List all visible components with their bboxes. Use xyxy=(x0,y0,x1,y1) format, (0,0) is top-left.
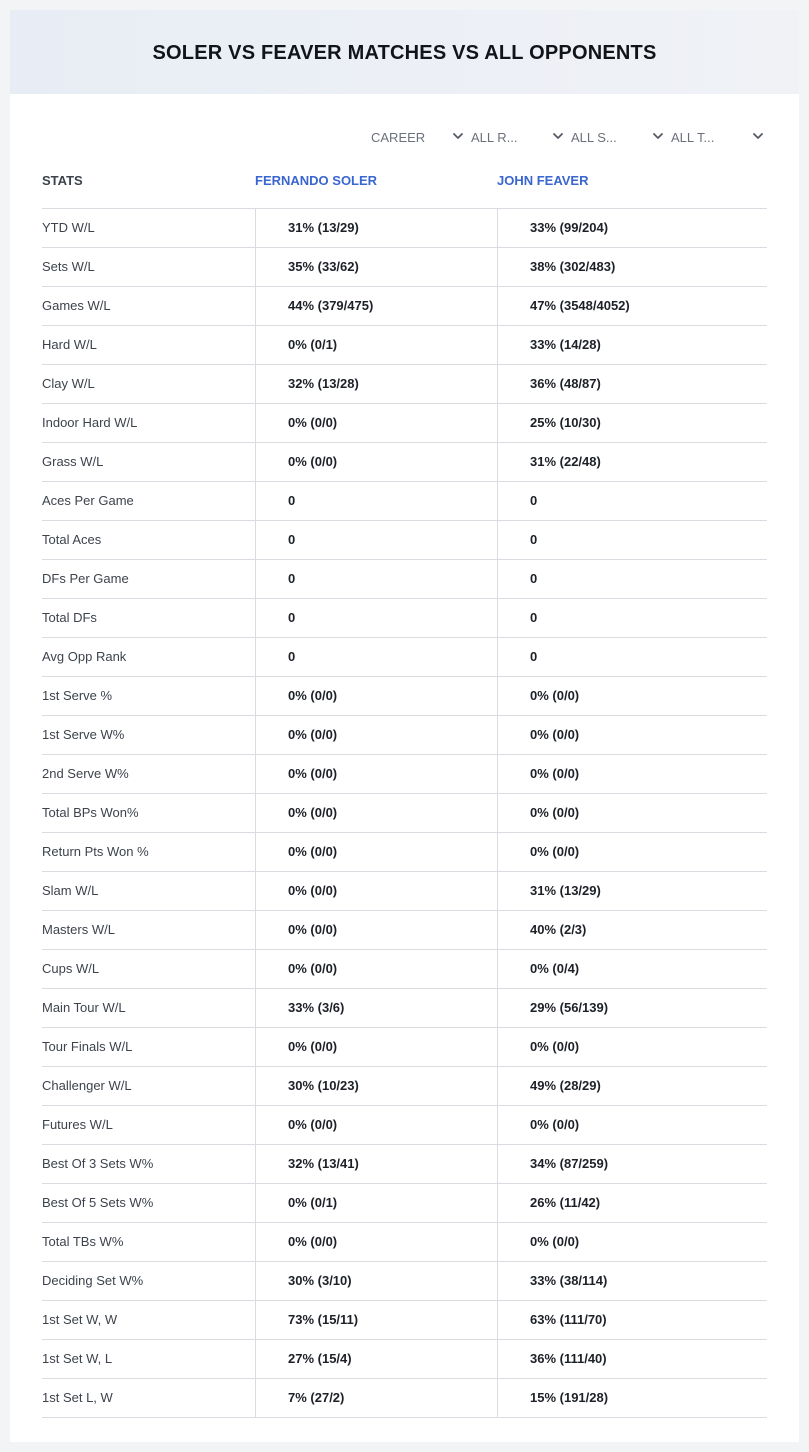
stat-label: Deciding Set W% xyxy=(42,1273,144,1288)
player2-value: 0% (0/0) xyxy=(497,755,767,793)
stat-label: 1st Set W, W xyxy=(42,1312,118,1327)
player2-value: 0% (0/0) xyxy=(497,833,767,871)
player2-value: 31% (22/48) xyxy=(497,443,767,481)
stat-label: Total BPs Won% xyxy=(42,805,139,820)
player1-value: 0 xyxy=(255,521,497,559)
stat-label: Sets W/L xyxy=(42,259,95,274)
table-row xyxy=(42,1301,767,1340)
player2-value: 0% (0/4) xyxy=(497,950,767,988)
table-row xyxy=(42,560,767,599)
player2-value: 29% (56/139) xyxy=(497,989,767,1027)
player1-value: 27% (15/4) xyxy=(255,1340,497,1378)
player2-value: 0% (0/0) xyxy=(497,1028,767,1066)
player1-value: 0% (0/0) xyxy=(255,1028,497,1066)
stats-card xyxy=(10,10,799,1442)
table-row xyxy=(42,404,767,443)
filter-label: ALL T... xyxy=(671,129,715,145)
table-row xyxy=(42,1028,767,1067)
stat-label: Games W/L xyxy=(42,298,111,313)
chevron-down-icon xyxy=(651,129,665,143)
table-row xyxy=(42,950,767,989)
filter-label: CAREER xyxy=(371,129,426,145)
table-row xyxy=(42,833,767,872)
player2-value: 38% (302/483) xyxy=(497,248,767,286)
stat-label: DFs Per Game xyxy=(42,571,129,586)
table-row xyxy=(42,287,767,326)
player1-value: 0% (0/0) xyxy=(255,443,497,481)
chevron-down-icon xyxy=(551,129,565,143)
player2-value: 0 xyxy=(497,521,767,559)
stats-table xyxy=(42,168,767,1418)
table-row xyxy=(42,1340,767,1379)
player2-value: 63% (111/70) xyxy=(497,1301,767,1339)
stat-label: 1st Serve % xyxy=(42,688,113,703)
table-row xyxy=(42,677,767,716)
table-row xyxy=(42,1262,767,1301)
player2-value: 0% (0/0) xyxy=(497,794,767,832)
stat-label: Total DFs xyxy=(42,610,97,625)
table-row xyxy=(42,599,767,638)
player2-value: 0% (0/0) xyxy=(497,716,767,754)
table-header xyxy=(42,168,767,209)
stat-label: Total Aces xyxy=(42,532,102,547)
table-row xyxy=(42,365,767,404)
player1-value: 7% (27/2) xyxy=(255,1379,497,1417)
player1-value: 0 xyxy=(255,638,497,676)
stats-column-header: STATS xyxy=(42,173,83,188)
player1-value: 0 xyxy=(255,482,497,520)
player2-value: 40% (2/3) xyxy=(497,911,767,949)
player1-value: 0% (0/0) xyxy=(255,716,497,754)
player1-value: 32% (13/28) xyxy=(255,365,497,403)
table-row xyxy=(42,482,767,521)
player2-value: 33% (14/28) xyxy=(497,326,767,364)
table-row xyxy=(42,755,767,794)
table-row xyxy=(42,911,767,950)
player1-value: 30% (10/23) xyxy=(255,1067,497,1105)
stat-label: Indoor Hard W/L xyxy=(42,415,138,430)
table-row xyxy=(42,1145,767,1184)
player1-value: 0% (0/0) xyxy=(255,872,497,910)
player1-value: 0% (0/0) xyxy=(255,833,497,871)
player1-value: 44% (379/475) xyxy=(255,287,497,325)
player1-value: 0 xyxy=(255,599,497,637)
stat-label: Best Of 3 Sets W% xyxy=(42,1156,154,1171)
player2-value: 15% (191/28) xyxy=(497,1379,767,1417)
player2-value: 49% (28/29) xyxy=(497,1067,767,1105)
round-filter-select[interactable] xyxy=(467,126,567,148)
player2-value: 34% (87/259) xyxy=(497,1145,767,1183)
player2-value: 0 xyxy=(497,560,767,598)
player2-value: 36% (48/87) xyxy=(497,365,767,403)
player1-value: 0% (0/0) xyxy=(255,794,497,832)
player1-value: 0% (0/0) xyxy=(255,1223,497,1261)
period-filter-select[interactable] xyxy=(367,126,467,148)
player2-value: 0 xyxy=(497,638,767,676)
chevron-down-icon xyxy=(451,129,465,143)
player2-column-header[interactable]: JOHN FEAVER xyxy=(497,173,589,188)
player2-value: 26% (11/42) xyxy=(497,1184,767,1222)
table-row xyxy=(42,521,767,560)
player1-value: 0% (0/0) xyxy=(255,1106,497,1144)
stat-label: Best Of 5 Sets W% xyxy=(42,1195,154,1210)
table-row xyxy=(42,1184,767,1223)
table-row xyxy=(42,443,767,482)
player2-value: 47% (3548/4052) xyxy=(497,287,767,325)
player2-value: 25% (10/30) xyxy=(497,404,767,442)
player2-value: 33% (38/114) xyxy=(497,1262,767,1300)
player1-value: 0 xyxy=(255,560,497,598)
stat-label: Grass W/L xyxy=(42,454,104,469)
table-row xyxy=(42,1067,767,1106)
player1-value: 30% (3/10) xyxy=(255,1262,497,1300)
table-row xyxy=(42,248,767,287)
player2-value: 31% (13/29) xyxy=(497,872,767,910)
chevron-down-icon xyxy=(751,129,765,143)
player2-value: 0% (0/0) xyxy=(497,1223,767,1261)
surface-filter-select[interactable] xyxy=(567,126,667,148)
table-row xyxy=(42,872,767,911)
stat-label: Return Pts Won % xyxy=(42,844,149,859)
card-header xyxy=(10,10,799,94)
stat-label: Futures W/L xyxy=(42,1117,113,1132)
player1-value: 0% (0/0) xyxy=(255,677,497,715)
player1-value: 0% (0/0) xyxy=(255,404,497,442)
player2-value: 0% (0/0) xyxy=(497,1106,767,1144)
player1-value: 0% (0/0) xyxy=(255,950,497,988)
table-row xyxy=(42,794,767,833)
player1-value: 0% (0/0) xyxy=(255,911,497,949)
stat-label: Slam W/L xyxy=(42,883,99,898)
table-row xyxy=(42,1379,767,1418)
filter-bar xyxy=(367,126,767,148)
player1-value: 0% (0/0) xyxy=(255,755,497,793)
player1-value: 33% (3/6) xyxy=(255,989,497,1027)
player1-value: 35% (33/62) xyxy=(255,248,497,286)
stat-label: 2nd Serve W% xyxy=(42,766,129,781)
table-body xyxy=(42,209,767,1418)
tournament-filter-select[interactable] xyxy=(667,126,767,148)
stat-label: Main Tour W/L xyxy=(42,1000,126,1015)
table-row xyxy=(42,1106,767,1145)
player1-value: 31% (13/29) xyxy=(255,209,497,247)
stat-label: Hard W/L xyxy=(42,337,97,352)
stat-label: 1st Serve W% xyxy=(42,727,125,742)
stat-label: Total TBs W% xyxy=(42,1234,124,1249)
stat-label: Clay W/L xyxy=(42,376,95,391)
player2-value: 0 xyxy=(497,599,767,637)
table-row xyxy=(42,1223,767,1262)
player1-value: 73% (15/11) xyxy=(255,1301,497,1339)
page-title: SOLER VS FEAVER MATCHES VS ALL OPPONENTS xyxy=(152,41,657,64)
player2-value: 0 xyxy=(497,482,767,520)
stat-label: 1st Set W, L xyxy=(42,1351,113,1366)
player2-value: 33% (99/204) xyxy=(497,209,767,247)
table-row xyxy=(42,989,767,1028)
player2-value: 36% (111/40) xyxy=(497,1340,767,1378)
stat-label: Tour Finals W/L xyxy=(42,1039,133,1054)
stat-label: Aces Per Game xyxy=(42,493,134,508)
player1-value: 32% (13/41) xyxy=(255,1145,497,1183)
table-row xyxy=(42,638,767,677)
table-row xyxy=(42,716,767,755)
player1-column-header[interactable]: FERNANDO SOLER xyxy=(255,173,378,188)
stat-label: Cups W/L xyxy=(42,961,100,976)
filter-label: ALL S... xyxy=(571,129,617,145)
table-row xyxy=(42,209,767,248)
player1-value: 0% (0/1) xyxy=(255,326,497,364)
filter-label: ALL R... xyxy=(471,129,518,145)
stat-label: Avg Opp Rank xyxy=(42,649,127,664)
player2-value: 0% (0/0) xyxy=(497,677,767,715)
stat-label: Masters W/L xyxy=(42,922,115,937)
player1-value: 0% (0/1) xyxy=(255,1184,497,1222)
stat-label: Challenger W/L xyxy=(42,1078,132,1093)
table-row xyxy=(42,326,767,365)
stat-label: YTD W/L xyxy=(42,220,95,235)
stat-label: 1st Set L, W xyxy=(42,1390,113,1405)
